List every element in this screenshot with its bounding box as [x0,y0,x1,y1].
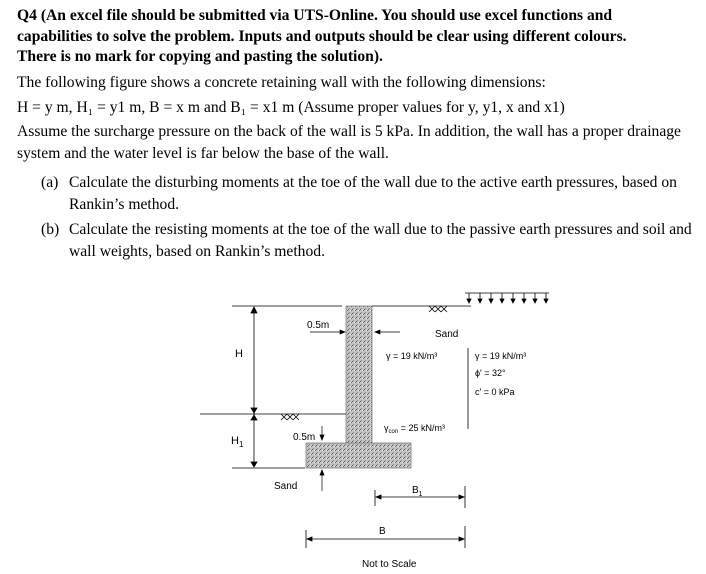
part-a-text: Calculate the disturbing moments at the toe of the wall due to the active earth pressures, based on Rankin’s method. [69,173,677,213]
intro-text: The following figure shows a concrete retaining wall with the following dimensions: [17,73,546,91]
base-thickness-label: 0.5m [293,432,316,443]
H-label: H [235,348,243,360]
assumption-text: Assume the surcharge pressure on the back of the wall is 5 kPa. In addition, the wall has a proper drainage system and the water level is far below the base of the wall. [17,122,681,162]
question-parts [17,172,697,263]
question-title [17,6,697,68]
front-hatch-icon [281,414,299,420]
title-line-2: capabilities to solve the problem. Inputs and outputs should be clear using different colours. [17,27,627,45]
title-line-1: Q4 (An excel file should be submitted via UTS-Online. You should use excel functions and [17,7,613,24]
part-b [17,219,697,263]
not-to-scale-label: Not to Scale [362,559,417,570]
stem-width-label: 0.5m [307,320,330,331]
phi-label: ϕ′ = 32° [475,368,506,378]
H1-label: $H_1$ [231,435,244,449]
gamma-con-label: $\gamma_{con} = 25$ kN/m³ [384,423,445,435]
sand-top-label: Sand [435,329,459,340]
gamma-left-label: γ = 19 kN/m³ [386,351,438,361]
sand-bottom-label: Sand [274,481,298,492]
B1-label: $B_1$ [412,485,423,498]
title-line-3: There is no mark for copying and pasting the solution). [17,48,383,65]
wall-stem [346,306,372,444]
part-a-label: (a) [41,173,59,191]
document [17,6,697,266]
backfill-hatch-icon [429,306,447,312]
wall-base [306,443,411,468]
B-label: B [379,526,386,537]
surcharge-arrows-icon [465,293,549,303]
part-a [17,172,697,216]
retaining-wall-figure [195,286,555,572]
cohesion-label: c′ = 0 kPa [475,387,515,397]
part-b-label: (b) [41,220,60,238]
gamma-right-label: γ = 19 kN/m³ [475,351,527,361]
part-b-text: Calculate the resisting moments at the toe of the wall due to the passive earth pressures and soil and wall weights, based on Rankin’s method. [69,220,692,260]
dimensions-text: H = y m, H₁ = y1 m, B = x m and B₁ = x1 m (Assume proper values for y, y1, x and x1) [17,98,565,116]
